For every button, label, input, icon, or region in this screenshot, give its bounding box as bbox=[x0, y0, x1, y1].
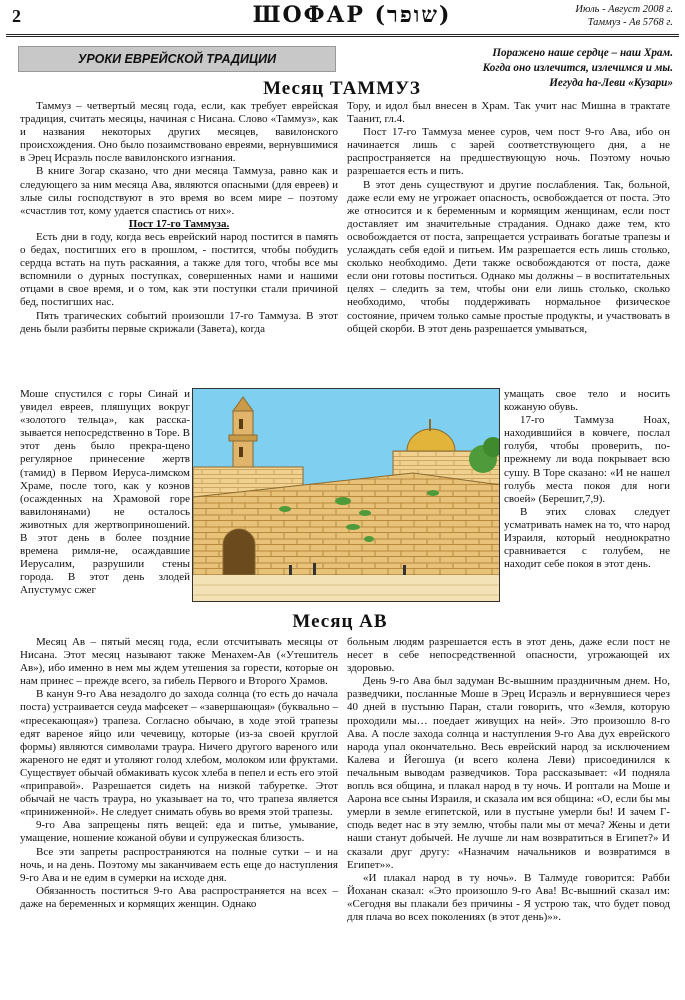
western-wall-illustration bbox=[192, 388, 500, 602]
issue-date-hebrew: Таммуз - Ав 5768 г. bbox=[587, 17, 673, 28]
paragraph: Пост 17-го Таммуза менее суров, чем пост 9-го Ава, ибо он начинается лишь с зарей соответствующего дня, а не распространяется на предшествующую ночь. Поэтому ночью разрешается есть и пить. bbox=[347, 126, 670, 178]
av-heading: Месяц АВ bbox=[292, 611, 388, 632]
section-label: УРОКИ ЕВРЕЙСКОЙ ТРАДИЦИИ bbox=[18, 46, 336, 72]
issue-date-gregorian: Июль - Август 2008 г. bbox=[575, 4, 673, 15]
paragraph: 17-го Таммуза Ноах, находившийся в ковчеге, послал голубя, чтобы проверить, по-прежнему ли вода покрывает всю сушу. В Торе сказано: «И не нашел голубь места покоя для ноги своей» (Берешит,7,9). bbox=[504, 414, 670, 505]
tammuz-column-right bbox=[347, 100, 670, 336]
av-column-right bbox=[347, 636, 670, 924]
paragraph: Все эти запреты распространяются на полные сутки – и на ночь, и на день. Поэтому мы заканчиваем есть еще до наступления 9-го Ава и не едим в сумерки на исходе дня. bbox=[20, 845, 338, 884]
paragraph: Есть дни в году, когда весь еврейский народ постится в память о бедах, постигших его в прошлом, - постится, чтобы побудить сердца встать на путь раскаяния, а также для того, чтобы все мы вспомнили о дурных поступках, совершенных нами и нашими отцами в свое время, и о том, как эти поступки стали причиной бед, постигших нас. bbox=[20, 230, 338, 309]
tammuz-wrap-right bbox=[504, 388, 670, 571]
issue-date bbox=[575, 3, 673, 29]
page-header bbox=[0, 0, 685, 40]
paragraph: Пять трагических событий произошли 17-го Таммуза. В этот день были разбиты первые скрижали (Завета), когда bbox=[20, 309, 338, 335]
paragraph: «И плакал народ в ту ночь». В Талмуде говорится: Рабби Йоханан сказал: «Это произошло 9-го Ава! Вс-вышний сказал им: «Сегодня вы плакали без причины - Я устрою так, что будет повод для плача во всех поколениях (в этот день)»». bbox=[347, 871, 670, 923]
paragraph: Месяц Ав – пятый месяц года, если отсчитывать месяцы от Нисана. Этот месяц называют также Менахем-Ав («Утешитель Ав»), ибо именно в нем мы ждем утешения за горести, которые он нам принес – прежде всего, за гибель Первого и Второго Храмов. bbox=[20, 636, 338, 688]
epigraph-line-1: Поражено наше сердце – наш Храм. bbox=[492, 47, 673, 59]
tammuz-wrap-left bbox=[20, 388, 190, 598]
paragraph: День 9-го Ава был задуман Вс-вышним праздничным днем. Но, разведчики, посланные Моше в Эрец Исраэль и вернувшиеся через 40 дней в пустыню Паран, стали говорить, что «Земля, которую проходили мы… поедает живущих на ней». Это произошло 8-го Ава. А после захода солнца и наступления 9-го Ава дух еврейского народа упал окончательно. Весь еврейский народ за исключением Калева и Йегошуа (и всего колена Леви) присоединился к печальным выводам разведчиков. Тора рассказывает: «И подняла вопль вся община, и плакал народ в ту ночь. И роптали на Моше и Аарона все сыны Израиля, и сказала им вся община: «О, если бы мы умерли в земле египетской, или в пустыне умерли бы! И зачем Г-сподь ведет нас в эту землю, чтобы пали мы от меча? Жены и дети наши станут добычей. Не лучше ли нам возвратиться в Египет?» И сказали друг другу: «Назначим начальников и возвратимся в Египет»». bbox=[347, 675, 670, 871]
paragraph: Обязанность поститься 9-го Ава распространяется на всех – даже на беременных и кормящих женщин. Однако bbox=[20, 884, 338, 910]
paragraph: В канун 9-го Ава незадолго до захода солнца (то есть до начала поста) устраивается сеуда мафсекет – «завершающая» (буквально – «пресекающая») трапеза. Согласно обычаю, в ходе этой трапезы едят вареное яйцо или чечевицу, которые (из-за своей круглой формы) являются символами траура. Ничего другого вареного или жареного не едят и утоляют голод хлебом, молоком или фруктами. Существует обычай обмакивать кусок хлеба в пепел и есть его этой «приправой». Разрешается сидеть на низкой табуретке. Этот обычай не часть траура, но указывает на то, что трапеза является «приниженной». Не следует снимать обувь во время этой трапезы. bbox=[20, 688, 338, 819]
western-wall-image bbox=[193, 389, 500, 602]
paragraph: Таммуз – четвертый месяц года, если, как требует еврейская традиция, считать месяцы, начиная с Нисана. Слово «Таммуз», как и названия некоторых других месяцев, вавилонского происхождения. Оно было позаимствовано евреями, вернувшимися в Эрец Исраэль после вавилонского изгнания. bbox=[20, 100, 338, 165]
paragraph: больным людям разрешается есть в этот день, даже если пост не несет в себе непосредственной опасности, угрожающей их здоровью. bbox=[347, 636, 670, 675]
paragraph: умащать свое тело и носить кожаную обувь. bbox=[504, 388, 670, 414]
av-column-left bbox=[20, 636, 338, 911]
paragraph: В этих словах следует усматривать намек на то, что народ Израиля, который неоднократно сравнивается с голубем, не находит себе покоя в этот день. bbox=[504, 505, 670, 571]
tammuz-column-left bbox=[20, 100, 338, 336]
header-rule bbox=[6, 34, 679, 37]
paragraph: В этот день существуют и другие послабления. Так, больной, даже если ему не угрожает опасность, освобождается от поста. Это же относится и к беременным и кормящим женщинам, если пост доставляет им значительные страдания. Однако даже тем, кто освобождается от поста, запрещается устраивать богатые трапезы и услаждать себя едой и питьем. Им разрешается есть лишь столько, сколько необходимо. Дети также освобождаются от поста, даже если они готовы поститься. Однако мы должны – в воспитательных целях – следить за тем, чтобы они ели лишь столько, сколько необходимо, чтобы поддерживать нормальное физическое состояние, причем только самые простые продукты, и участвовать в общей скорби. В этот день разрешается умываться, bbox=[347, 178, 670, 335]
paragraph: Моше спустился с горы Синай и увидел евреев, пляшущих вокруг «золотого тельца», как расска-зывается непосредственно в Торе. В этот день было прекра-щено регулярное принесение жертв (тамид) в Первом Иеруса-лимском Храме, после того, как у коэнов (осажденных на Храмовой горе вавилонянами) не осталось животных для жертвоприношений. В этот день в более поздние времена римля-не, осаждавшие Иерусалим, разрушили стены города. В этот день злодей Апустумус сжег bbox=[20, 388, 190, 597]
fast-subheading: Пост 17-го Таммуза. bbox=[128, 217, 230, 230]
page-number: 2 bbox=[12, 6, 21, 26]
epigraph-attribution: Иегуда ha-Леви «Кузари» bbox=[549, 77, 673, 89]
paragraph: 9-го Ава запрещены пять вещей: еда и питье, умывание, умащение, ношение кожаной обуви и супружеская близость. bbox=[20, 819, 338, 845]
epigraph-line-2: Когда оно излечится, излечимся и мы. bbox=[482, 62, 673, 74]
tammuz-heading: Месяц ТАММУЗ bbox=[263, 78, 421, 99]
newspaper-title: ШОФАР (שופר) bbox=[252, 2, 452, 28]
paragraph: Тору, и идол был внесен в Храм. Так учит нас Мишна в трактате Таанит, гл.4. bbox=[347, 100, 670, 126]
paragraph: В книге Зогар сказано, что дни месяца Таммуза, равно как и следующего за ним месяца Ава, являются опасными (для евреев) и злые силы господствуют в это время во всем мире – поэтому «счастлив тот, кому удается спастись от них». bbox=[20, 165, 338, 217]
